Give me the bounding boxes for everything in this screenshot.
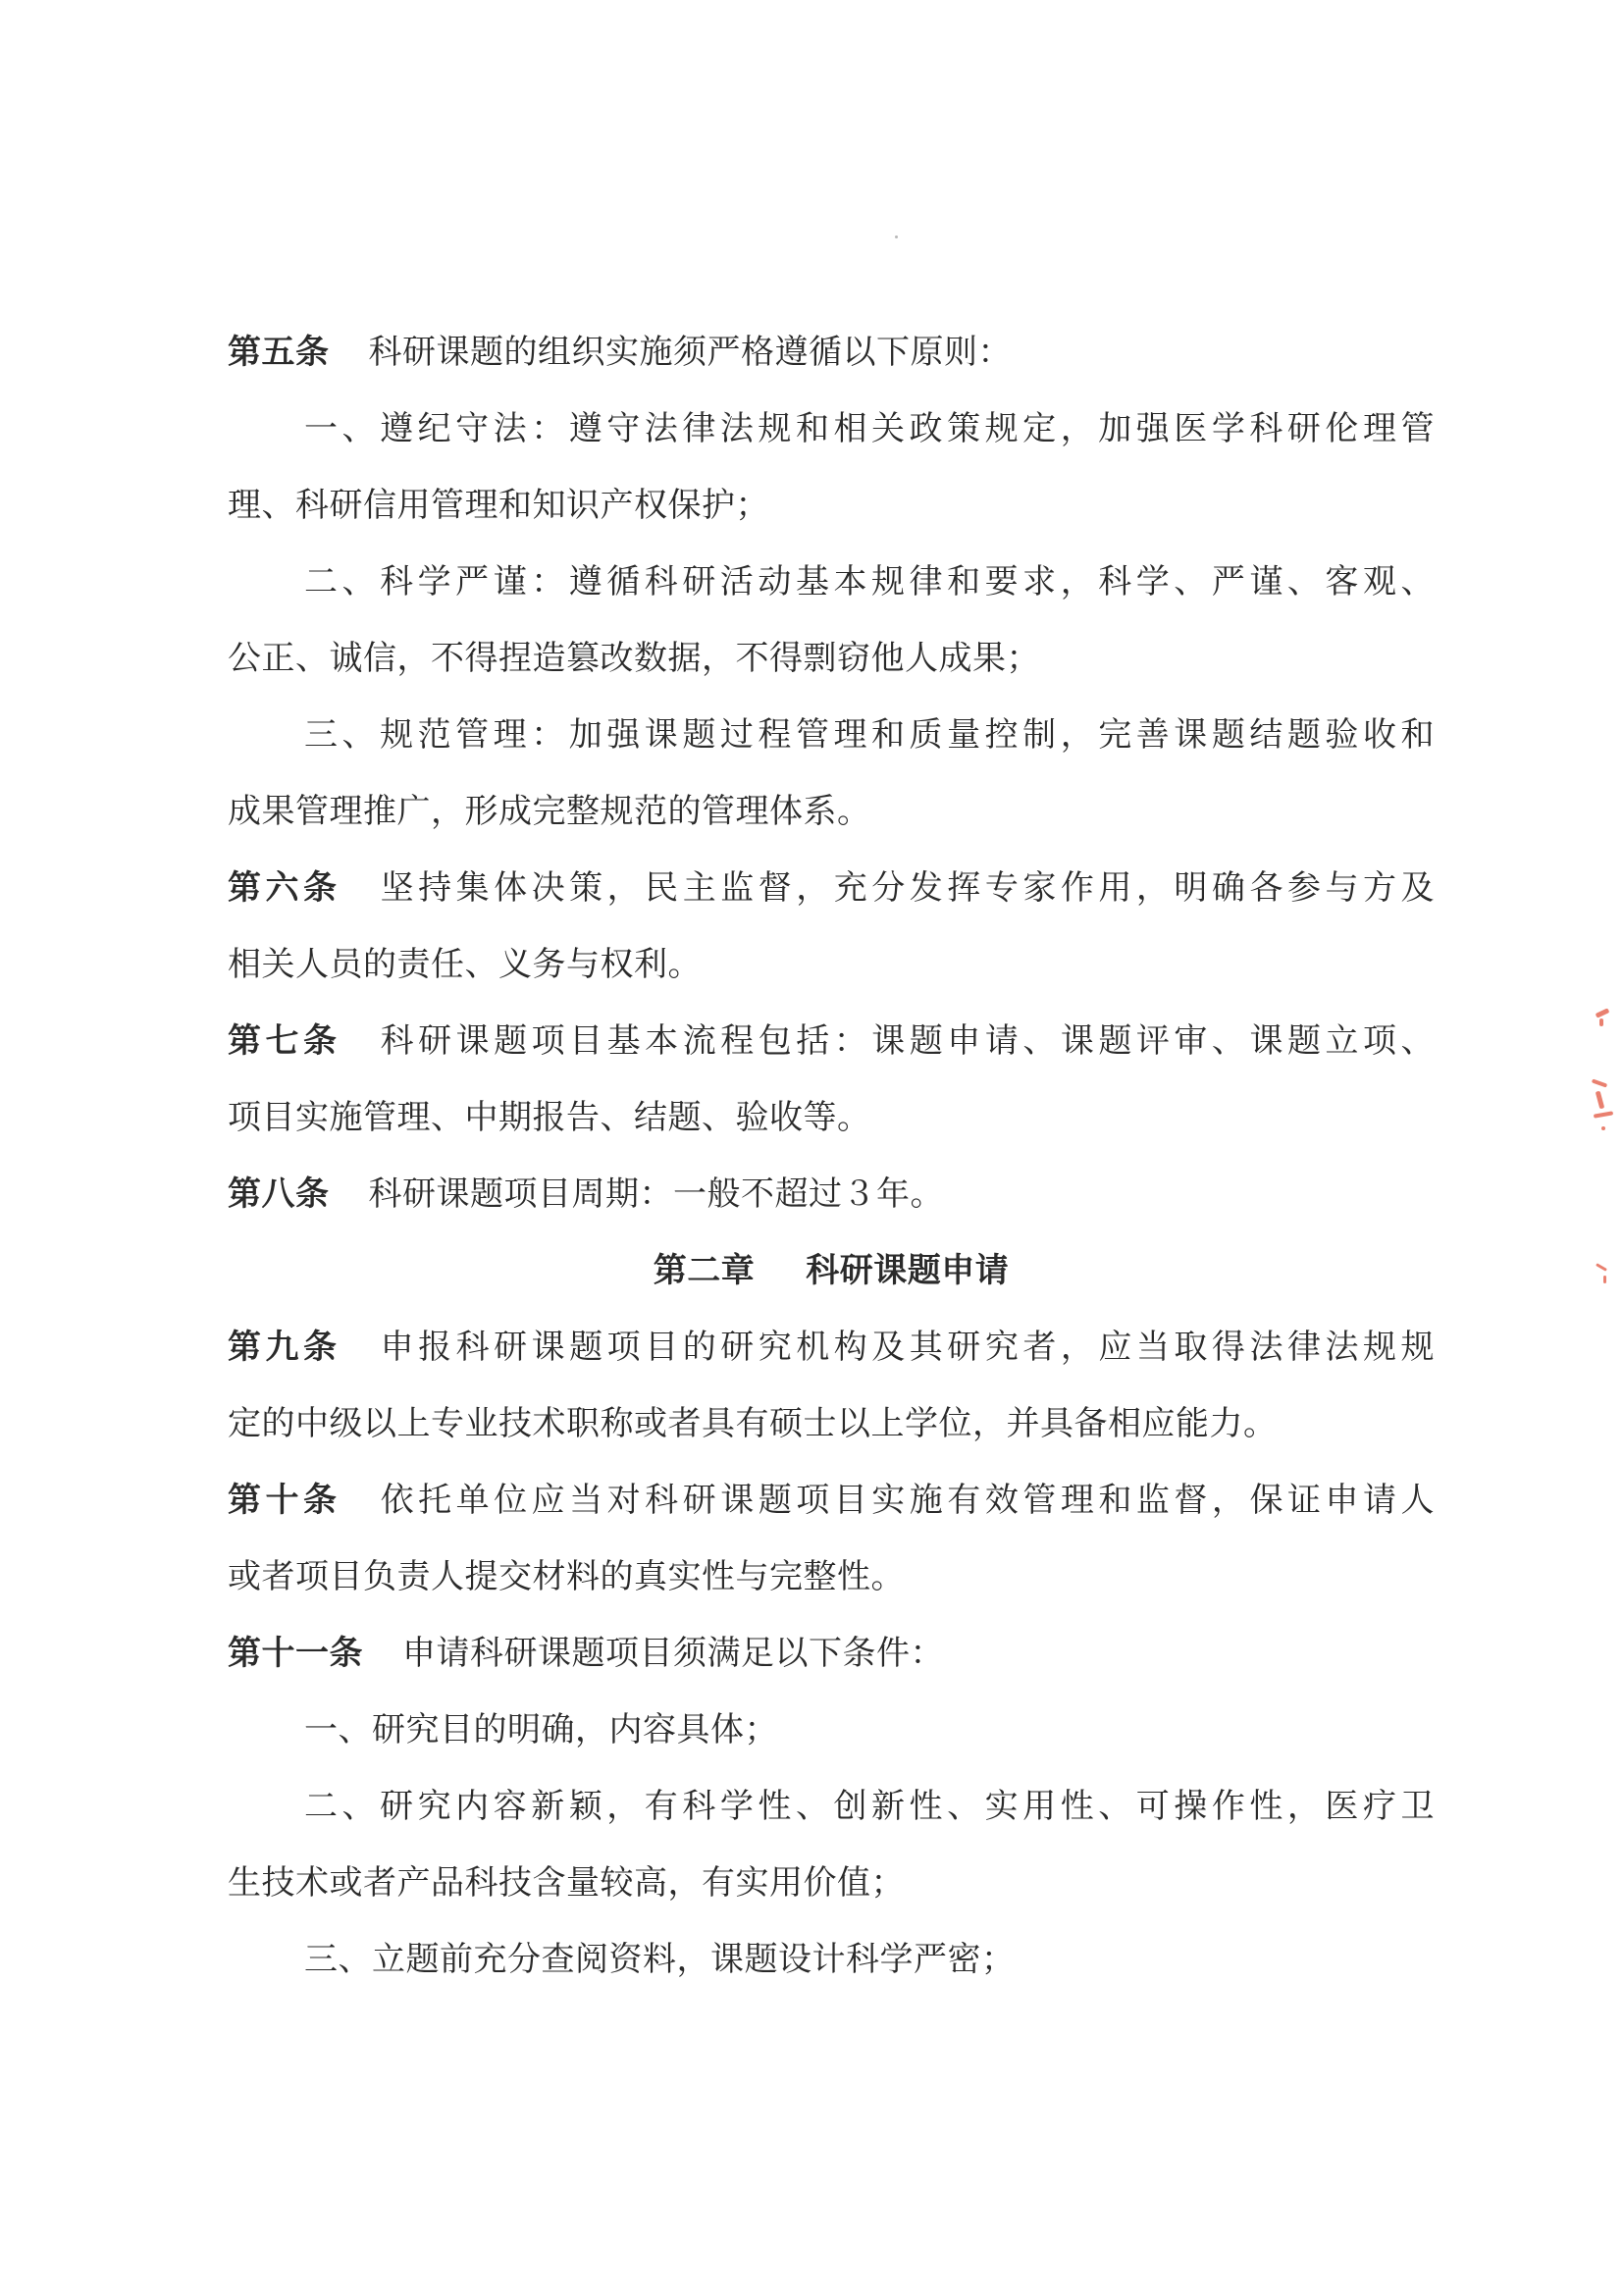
- seal-mark: [1596, 1263, 1607, 1272]
- article-text: 科研课题项目基本流程包括：课题申请、课题评审、课题立项、: [380, 1021, 1436, 1061]
- article-text: 申请科研课题项目须满足以下条件：: [402, 1634, 944, 1673]
- article-5-heading: [228, 314, 1435, 391]
- article-6-line-2: 相关人员的责任、义务与权利。: [228, 945, 702, 984]
- document-body: [228, 314, 1435, 1998]
- article-label: 第八条: [228, 1174, 330, 1214]
- article-text: 科研课题的组织实施须严格遵循以下原则：: [368, 333, 1012, 372]
- article-5-item-2-line-1: 二、科学严谨：遵循科研活动基本规律和要求，科学、严谨、客观、: [304, 562, 1435, 601]
- article-text: 科研课题项目周期：一般不超过３年。: [368, 1174, 944, 1214]
- chapter-heading: [228, 1232, 1435, 1309]
- article-label: 第六条: [228, 868, 341, 908]
- article-label: 第十一条: [228, 1634, 363, 1673]
- article-7-line-2: 项目实施管理、中期报告、结题、验收等。: [228, 1098, 871, 1137]
- article-9-line-2: 定的中级以上专业技术职称或者具有硕士以上学位，并具备相应能力。: [228, 1404, 1278, 1443]
- article-label: 第七条: [228, 1021, 341, 1061]
- article-10-line-1: [228, 1462, 1435, 1539]
- article-10-line-2: 或者项目负责人提交材料的真实性与完整性。: [228, 1557, 905, 1596]
- article-5-item-2-line-2: 公正、诚信，不得捏造篡改数据，不得剽窃他人成果；: [228, 639, 1040, 678]
- article-5-item-1-line-1: 一、遵纪守法：遵守法律法规和相关政策规定，加强医学科研伦理管: [304, 409, 1435, 448]
- article-5-item-3-line-1: 三、规范管理：加强课题过程管理和质量控制，完善课题结题验收和: [304, 715, 1435, 755]
- seal-edge-marks: [1590, 1011, 1619, 1334]
- seal-mark: [1603, 1276, 1606, 1283]
- seal-mark: [1596, 1008, 1610, 1018]
- article-11-item-1-line-1: 一、研究目的明确，内容具体；: [304, 1710, 778, 1749]
- article-11-item-3-line-1: 三、立题前充分查阅资料，课题设计科学严密；: [304, 1940, 1016, 1979]
- article-text: 申报科研课题项目的研究机构及其研究者，应当取得法律法规规: [380, 1328, 1436, 1367]
- article-7-line-1: [228, 1003, 1435, 1079]
- article-6-line-1: [228, 850, 1435, 926]
- chapter-title: 科研课题申请: [806, 1251, 1010, 1290]
- article-8-line-1: [228, 1156, 1435, 1232]
- seal-mark: [1599, 1018, 1603, 1026]
- article-label: 第九条: [228, 1328, 341, 1367]
- seal-mark: [1594, 1111, 1613, 1118]
- article-5-item-1-line-2: 理、科研信用管理和知识产权保护；: [228, 486, 769, 525]
- article-label: 第十条: [228, 1481, 341, 1520]
- chapter-number: 第二章: [653, 1251, 756, 1290]
- article-11-heading: [228, 1615, 1435, 1692]
- article-text: 坚持集体决策，民主监督，充分发挥专家作用，明确各参与方及: [380, 868, 1436, 908]
- article-11-item-2-line-2: 生技术或者产品科技含量较高，有实用价值；: [228, 1863, 905, 1903]
- scan-dot: [895, 235, 898, 238]
- article-text: 依托单位应当对科研课题项目实施有效管理和监督，保证申请人: [380, 1481, 1436, 1520]
- article-9-line-1: [228, 1309, 1435, 1385]
- article-label: 第五条: [228, 333, 330, 372]
- seal-mark: [1596, 1091, 1604, 1110]
- seal-mark: [1601, 1126, 1605, 1130]
- seal-mark: [1592, 1078, 1607, 1087]
- article-5-item-3-line-2: 成果管理推广，形成完整规范的管理体系。: [228, 792, 871, 831]
- article-11-item-2-line-1: 二、研究内容新颖，有科学性、创新性、实用性、可操作性，医疗卫: [304, 1787, 1435, 1826]
